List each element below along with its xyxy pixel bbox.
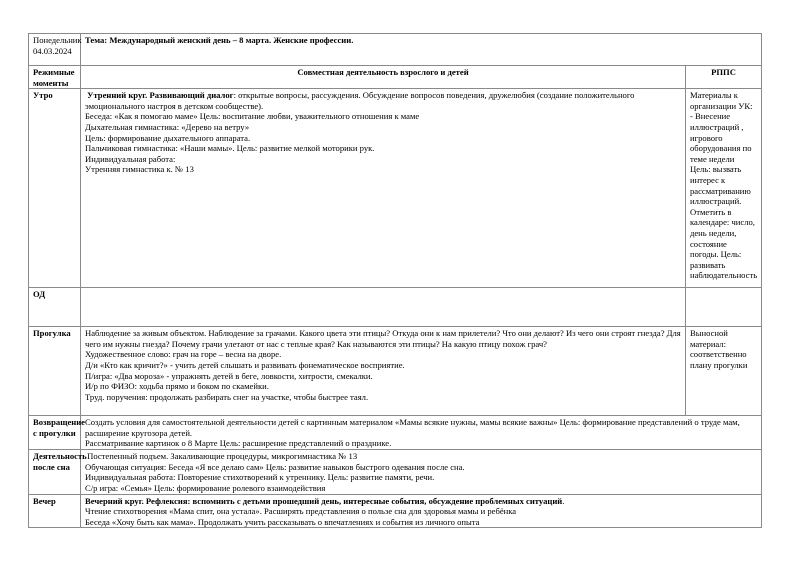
- row-morning: [29, 89, 762, 288]
- after-sleep-content: [81, 450, 762, 494]
- row-after-sleep: [29, 450, 762, 494]
- header-row: [29, 34, 762, 66]
- row-label-evening: Вечер: [29, 494, 81, 528]
- walk-content: [81, 327, 686, 416]
- od-content: [81, 288, 686, 327]
- plan-table: [28, 33, 762, 528]
- row-walk: [29, 327, 762, 416]
- row-label-return: Возвращение с прогулки: [29, 416, 81, 450]
- day-name: Понедельник: [33, 35, 82, 45]
- od-rpps: [685, 288, 761, 327]
- day-cell: [29, 34, 81, 66]
- morning-line: Утренняя гимнастика к. № 13: [85, 164, 194, 175]
- morning-content: [81, 89, 686, 288]
- walk-line: П/игра: «Два мороза» - упражнять детей в беге, ловкости, хитрости, смекалки.: [85, 370, 373, 381]
- morning-line: Цель: формирование дыхательного аппарата.: [85, 132, 251, 143]
- evening-line: Беседа «Хочу быть как мама». Продолжать учить рассказывать о впечатлениях и события из личного опыта: [85, 516, 480, 527]
- column-header-joint: Совместная деятельность взрослого и детей: [81, 66, 686, 89]
- return-content: [81, 416, 762, 450]
- morning-intro: [85, 90, 681, 111]
- walk-line: И/р по ФИЗО: ходьба прямо и боком по скамейки.: [85, 381, 269, 392]
- column-header-regime: Режимные моменты: [29, 66, 81, 89]
- morning-rpps: Материалы к организации УК: - Внесение иллюстраций , игрового оборудования по теме недели Цель: вызвать интерес к рассматриванию иллюстраций. Отметить в календаре: число, день недели, состояние погоды. Цель: развивать наблюдательность: [685, 89, 761, 288]
- walk-rpps: Выносной материал: соответственно плану прогулки: [685, 327, 761, 416]
- evening-bold-tail: .: [562, 495, 565, 506]
- row-label-walk: Прогулка: [29, 327, 81, 416]
- after-sleep-line: С/р игра: «Семья» Цель: формирование ролевого взаимодействия: [85, 482, 326, 493]
- walk-line: Наблюдение за живым объектом. Наблюдение за грачами. Какого цвета эти птицы? Откуда они к нам прилетели? Что они делают? Из чего они строят гнезда? Для чего им нужны гнезда? Почему грачи улетают от нас с теплые края? Как называются эти птицы? На какую птицу похож грач?: [85, 328, 681, 349]
- morning-line: Беседа: «Как я помогаю маме» Цель: воспитание любви, уважительного отношения к маме: [85, 111, 420, 122]
- morning-line: Индивидуальная работа:: [85, 153, 176, 164]
- column-header-row: [29, 66, 762, 89]
- row-od: [29, 288, 762, 327]
- morning-intro-text: : открытые вопросы, рассуждения. Обсуждение вопросов поведения, дружелюбия (создание положительного эмоционального настроя в детском сообществе).: [85, 90, 635, 111]
- row-return: [29, 416, 762, 450]
- morning-line: Пальчиковая гимнастика: «Наши мамы». Цель: развитие мелкой моторики рук.: [85, 143, 375, 154]
- walk-line: Художественное слово: грач на горе – весна на дворе.: [85, 349, 282, 360]
- evening-line: Чтение стихотворения «Мама спит, она устала». Расширять представления о пользе сна для здоровья мамы и ребёнка: [85, 506, 517, 517]
- row-label-od: ОД: [29, 288, 81, 327]
- row-evening: [29, 494, 762, 528]
- row-label-morning: Утро: [29, 89, 81, 288]
- after-sleep-line: Индивидуальная работа: Повторение стихотворений к утреннику. Цель: развитие памяти, речи.: [85, 472, 435, 483]
- row-label-after-sleep: Деятельность после сна: [29, 450, 81, 494]
- morning-line: Дыхательная гимнастика: «Дерево на ветру»: [85, 121, 250, 132]
- date: 04.03.2024: [33, 45, 72, 56]
- evening-heading: [85, 496, 757, 507]
- return-line: Рассматривание картинок о 8 Марте Цель: расширение представлений о празднике.: [85, 438, 392, 449]
- walk-line: Д/и «Кто как кричит?» - учить детей слышать и развивать фонематическое восприятие.: [85, 359, 405, 370]
- walk-line: Труд. поручения: продолжать разбирать снег на участке, чтобы быстрее таял.: [85, 391, 369, 402]
- topic-title: Тема: Международный женский день – 8 марта. Женские профессии.: [85, 35, 354, 45]
- morning-bold-prefix: Утренний круг. Развивающий диалог: [87, 90, 234, 101]
- after-sleep-line: Постепенный подъем. Закаливающие процедуры, микрогимнастика № 13: [85, 451, 358, 462]
- after-sleep-line: Обучающая ситуация: Беседа «Я все делаю сам» Цель: развитие навыков быстрого одевания после сна.: [85, 461, 465, 472]
- return-line: Создать условия для самостоятельной деятельности детей с картинным материалом «Мамы всякие нужны, мамы всякие важны» Цель: формирование представлений о труде мам, расширение кругозора детей.: [85, 417, 740, 438]
- evening-bold-line: Вечерний круг. Рефлексия: вспомнить с детьми прошедший день, интересные события, обсуждение проблемных ситуаций: [85, 495, 563, 506]
- evening-content: [81, 494, 762, 528]
- topic-cell: [81, 34, 762, 66]
- column-header-rpps: РППС: [685, 66, 761, 89]
